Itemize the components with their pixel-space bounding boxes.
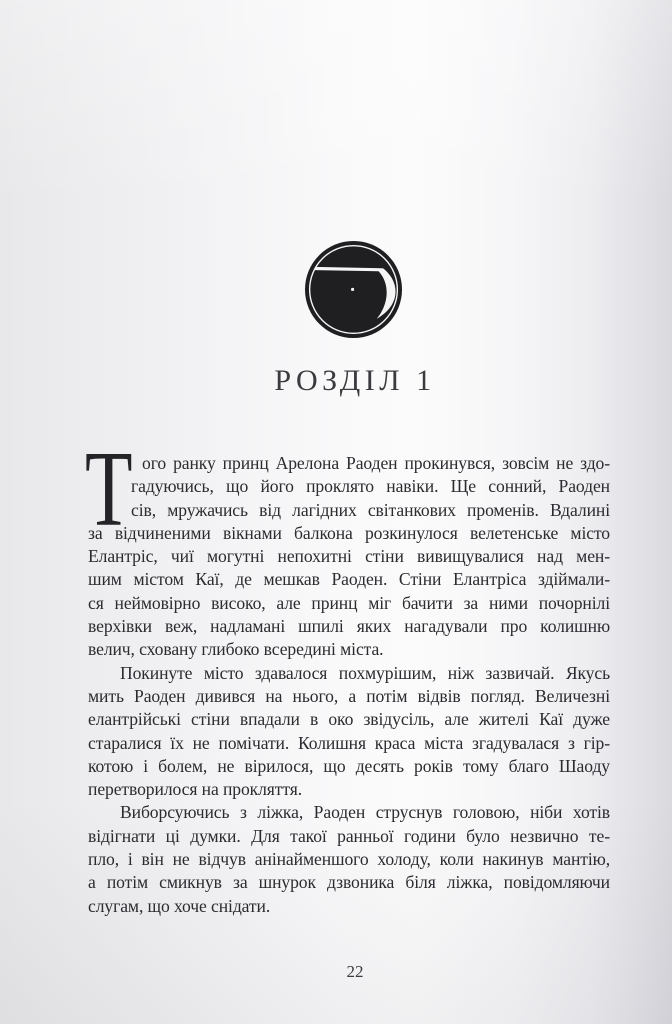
text-line: елантрійські стіни впадали в око звідусіль, але жителі Каї дуже xyxy=(88,709,610,730)
text-line: мить Раоден дивився на нього, а потім відвів погляд. Величезні xyxy=(88,685,610,706)
paragraph xyxy=(88,452,610,662)
text-line: старалися їх не помічати. Колишня краса міста згадувалася з гір- xyxy=(88,732,610,753)
paragraph xyxy=(88,801,610,917)
text-line: відігнати ці думки. Для такої ранньої години було незвично те- xyxy=(88,825,610,846)
text-line: сів, мружачись від лагідних світанкових променів. Вдалині xyxy=(131,499,610,520)
text-line: шим містом Каї, де мешкав Раоден. Стіни Елантріса здіймали- xyxy=(88,569,610,590)
text-line: ся неймовірно високо, але принц міг бачити за ними почорнілі xyxy=(88,592,610,613)
chapter-title: РОЗДІЛ 1 xyxy=(274,364,436,397)
drop-cap: Т xyxy=(85,430,133,549)
text-line: гадуючись, що його проклято навіки. Ще сонний, Раоден xyxy=(131,476,610,497)
text-line: пло, і він не відчув анінайменшого холоду, коли накинув мантію, xyxy=(88,849,610,870)
text-line: велич, сховану глибоко всередині міста. xyxy=(88,639,384,660)
page-number: 22 xyxy=(346,962,364,981)
text-line: слугам, що хоче снідати. xyxy=(88,895,271,916)
text-line: за відчиненими вікнами балкона розкинулося велетенське місто xyxy=(88,522,610,543)
text-line: перетворилося на прокляття. xyxy=(88,779,303,800)
text-line: верхівки веж, надламані шпилі яких нагадували про колишню xyxy=(88,616,610,637)
aon-glyph-icon xyxy=(304,240,403,339)
text-line: котою і болем, не вірилося, що десять років тому благо Шаоду xyxy=(88,755,610,776)
text-line: а потім смикнув за шнурок дзвоника біля ліжка, повідомляючи xyxy=(88,872,610,893)
paragraph xyxy=(88,662,610,802)
text-line: Покинуте місто здавалося похмурішим, ніж зазвичай. Якусь xyxy=(120,662,610,683)
text-line: Виборсуючись з ліжка, Раоден струснув головою, ніби хотів xyxy=(120,802,610,823)
body-text xyxy=(85,430,610,918)
text-line: ого ранку принц Арелона Раоден прокинувся, зовсім не здо- xyxy=(142,453,610,473)
text-line: Елантріс, чиї могутні непохитні стіни вивищувалися над мен- xyxy=(88,546,610,567)
